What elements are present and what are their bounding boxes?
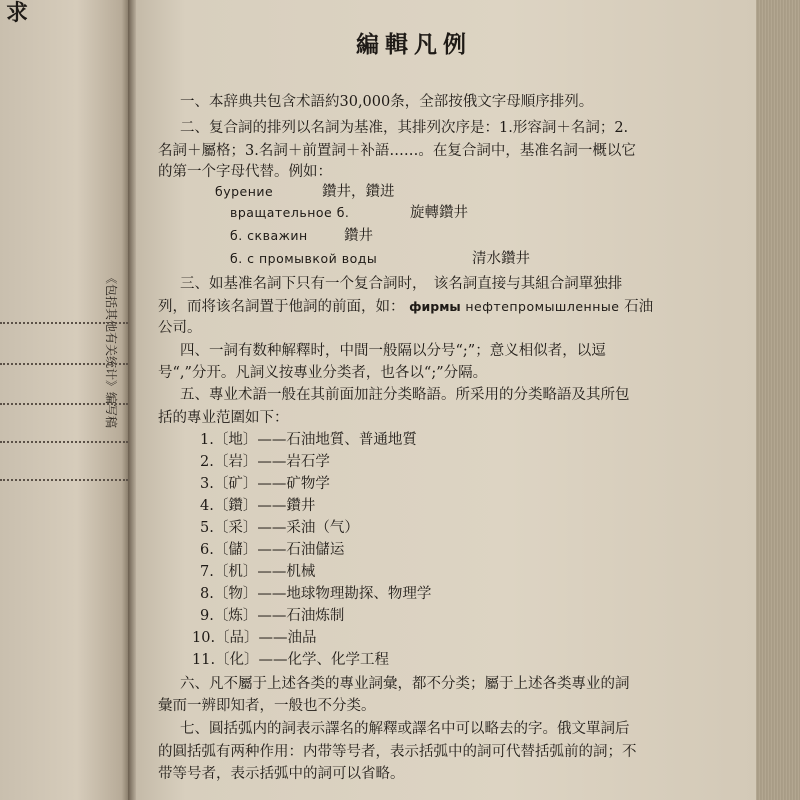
russian-term-bold: фирмы — [409, 299, 461, 314]
left-vertical-text: 《包括其他有关统计》编写稿 — [104, 272, 118, 429]
left-dotted-line — [0, 363, 128, 365]
category-item: 5.〔采〕——采油（气） — [200, 520, 359, 536]
category-item: 4.〔鑽〕——鑽井 — [200, 498, 316, 514]
text-line: 五、專业术語一般在其前面加註分类略語。所采用的分类略語及其所包 — [180, 387, 630, 403]
text-line: 的圓括弧有两种作用：内带等号者，表示括弧中的詞可代替括弧前的詞；不 — [158, 744, 637, 760]
example-russian: б. с промывкой воды — [230, 251, 378, 266]
book-gutter — [128, 0, 136, 800]
russian-term: нефтепромышленные — [465, 299, 620, 314]
text-line: 括的專业范圍如下： — [158, 410, 289, 426]
text-line: 的第一个字母代替。例如： — [158, 164, 332, 180]
text-line: 名詞＋屬格；3.名詞＋前置詞＋补語……。在复合詞中，基准名詞一概以它 — [158, 143, 636, 159]
example-russian: бурение — [215, 184, 274, 199]
example-chinese: 旋轉鑽井 — [410, 205, 468, 221]
text-line: 带等号者，表示括弧中的詞可以省略。 — [158, 766, 405, 782]
page-edge — [756, 0, 800, 800]
example-chinese: 鑽井，鑽进 — [322, 184, 395, 200]
category-item: 1.〔地〕——石油地質、普通地質 — [200, 432, 417, 448]
left-page — [0, 0, 128, 800]
page-title: 編輯凡例 — [356, 31, 472, 58]
text-line: 四、一詞有数种解釋时，中間一般隔以分号“;”；意义相似者，以逗 — [180, 343, 606, 359]
category-item: 10.〔品〕——油品 — [192, 630, 317, 646]
example-chinese: 鑽井 — [344, 228, 373, 244]
category-item: 2.〔岩〕——岩石学 — [200, 454, 330, 470]
category-item: 11.〔化〕——化学、化学工程 — [192, 652, 390, 668]
category-item: 9.〔炼〕——石油炼制 — [200, 608, 345, 624]
text-line: 公司。 — [158, 320, 202, 336]
text-line: 六、凡不屬于上述各类的專业詞彙，都不分类；屬于上述各类專业的詞 — [180, 676, 630, 692]
category-item: 6.〔儲〕——石油儲运 — [200, 542, 345, 558]
text-line: 三、如基准名詞下只有一个复合詞时， 该名詞直接与其組合詞單独排 — [180, 276, 623, 292]
left-dotted-line — [0, 322, 128, 324]
text-line: 一、本辞典共包含术語約30,000条，全部按俄文字母順序排列。 — [180, 94, 594, 110]
text-line: 七、圓括弧内的詞表示譯名的解釋或譯名中可以略去的字。俄文單詞后 — [180, 721, 630, 737]
left-dotted-line — [0, 403, 128, 405]
text-line: 二、复合詞的排列以名詞为基准，其排列次序是：1.形容詞＋名詞；2. — [180, 120, 629, 136]
category-item: 7.〔机〕——机械 — [200, 564, 316, 580]
left-corner-text: 求 — [6, 0, 29, 26]
example-russian: вращательное б. — [230, 205, 350, 220]
left-dotted-line — [0, 441, 128, 443]
text-segment: 列，而将该名詞置于他詞的前面，如： — [158, 299, 405, 315]
category-item: 8.〔物〕——地球物理勘探、物理学 — [200, 586, 432, 602]
text-line: 彙而一辨即知者，一般也不分类。 — [158, 698, 376, 714]
example-chinese: 清水鑽井 — [472, 251, 530, 267]
left-dotted-line — [0, 479, 128, 481]
text-line: 号“,”分开。凡詞义按專业分类者，也各以“;”分隔。 — [158, 365, 488, 381]
example-russian: б. скважин — [230, 228, 308, 243]
text-line — [158, 297, 653, 317]
category-item: 3.〔矿〕——矿物学 — [200, 476, 330, 492]
text-segment: 石油 — [624, 299, 654, 315]
